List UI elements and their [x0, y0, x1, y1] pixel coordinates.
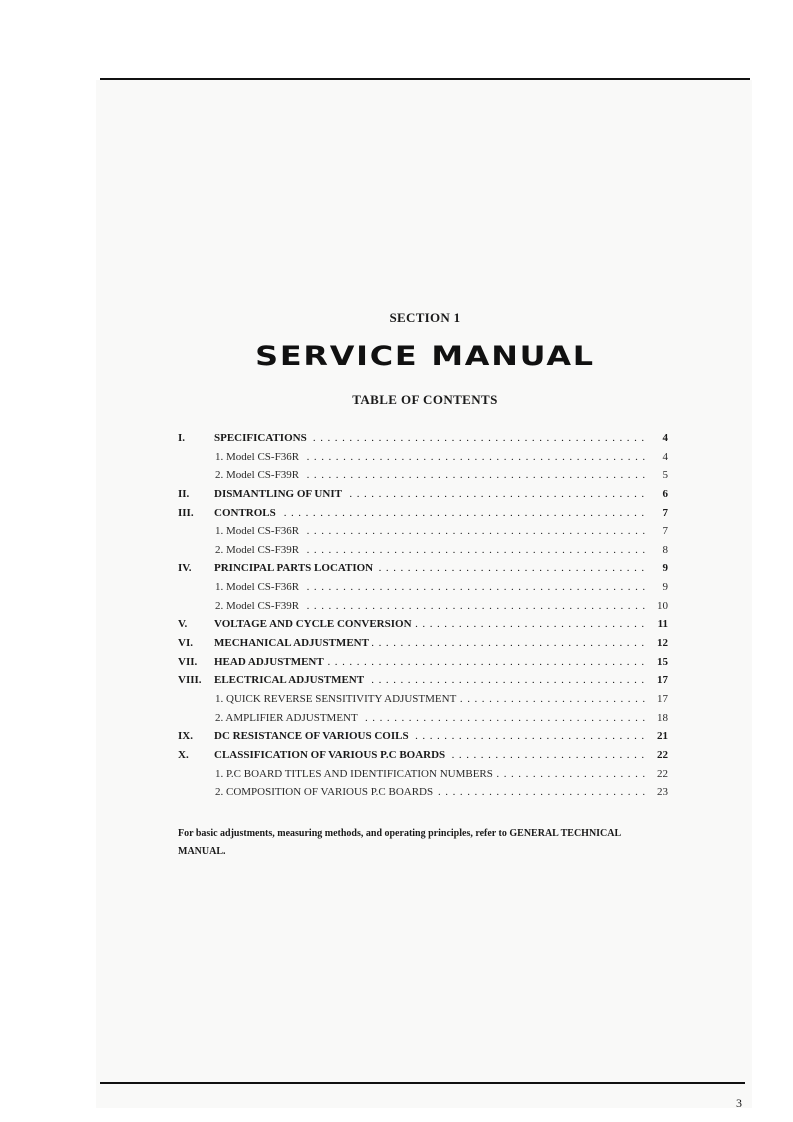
toc-heading: TABLE OF CONTENTS	[352, 392, 498, 407]
toc-page-number: 22	[657, 767, 668, 780]
toc-leader	[214, 634, 646, 653]
toc-entry	[178, 578, 668, 597]
toc-page-number: 18	[657, 711, 668, 724]
toc-leader	[215, 709, 646, 728]
toc-label: 1. Model CS-F36R	[215, 525, 302, 537]
toc-page-number: 23	[657, 786, 668, 799]
toc-page-number: 7	[662, 506, 668, 519]
toc-page-number: 5	[662, 469, 668, 482]
toc-leader	[214, 727, 646, 746]
page-title: SERVICE MANUAL	[255, 341, 595, 372]
toc-page-number: 7	[662, 525, 668, 538]
toc-page-number: 15	[657, 655, 668, 668]
toc-page-number: 11	[657, 618, 668, 631]
footnote: For basic adjustments, measuring methods, and operating principles, refer to GENERAL TECHNICAL MANUAL.	[178, 828, 621, 857]
toc-numeral: VI.	[178, 637, 193, 650]
toc-leader	[215, 597, 646, 616]
toc-entry	[178, 615, 668, 634]
toc-label: HEAD ADJUSTMENT	[214, 656, 327, 668]
toc-label: 2. COMPOSITION OF VARIOUS P.C BOARDS	[215, 786, 436, 798]
toc-entry	[178, 429, 668, 448]
toc-leader	[214, 653, 646, 672]
toc-page-number: 9	[662, 581, 668, 594]
toc-leader	[214, 504, 646, 523]
toc-label: CONTROLS	[214, 507, 279, 519]
toc-page-number: 12	[657, 637, 668, 650]
toc-leader	[214, 559, 646, 578]
toc-leader	[215, 765, 646, 784]
toc-label: 2. Model CS-F39R	[215, 544, 302, 556]
toc-entry	[178, 466, 668, 485]
toc-label: 1. QUICK REVERSE SENSITIVITY ADJUSTMENT	[215, 693, 459, 705]
toc-numeral: VII.	[178, 655, 198, 668]
toc-page-number: 6	[662, 487, 668, 500]
page-number: 3	[736, 1096, 742, 1110]
toc-page-number: 4	[662, 432, 668, 444]
toc-label: ELECTRICAL ADJUSTMENT	[214, 674, 367, 686]
toc-entry	[178, 783, 668, 802]
toc-page-number: 10	[657, 599, 668, 612]
toc-leader	[214, 429, 646, 448]
toc-entry	[178, 504, 668, 523]
toc-entry	[178, 690, 668, 709]
toc-page-number: 4	[662, 450, 668, 463]
toc-leader	[215, 466, 646, 485]
toc-label: MECHANICAL ADJUSTMENT	[214, 637, 372, 649]
toc-entry	[178, 597, 668, 616]
toc-label: 1. Model CS-F36R	[215, 581, 302, 593]
toc-label: 2. AMPLIFIER ADJUSTMENT	[215, 712, 361, 724]
toc-leader	[214, 746, 646, 765]
toc-page-number: 21	[657, 730, 668, 743]
toc-entry	[178, 485, 668, 504]
toc-label: 2. Model CS-F39R	[215, 469, 302, 481]
toc-leader	[214, 485, 646, 504]
toc-label: SPECIFICATIONS	[214, 432, 310, 444]
toc-entry	[178, 671, 668, 690]
table-of-contents	[178, 429, 668, 802]
toc-numeral: V.	[178, 618, 188, 631]
toc-entry	[178, 709, 668, 728]
toc-numeral: IV.	[178, 562, 192, 575]
toc-numeral: X.	[178, 748, 189, 761]
toc-entry	[178, 765, 668, 784]
toc-label: 2. Model CS-F39R	[215, 600, 302, 612]
toc-page-number: 17	[657, 674, 668, 687]
toc-numeral: VIII.	[178, 674, 202, 687]
toc-numeral: II.	[178, 487, 190, 500]
toc-entry	[178, 522, 668, 541]
toc-label: PRINCIPAL PARTS LOCATION	[214, 562, 376, 574]
toc-entry	[178, 653, 668, 672]
toc-label: DC RESISTANCE OF VARIOUS COILS	[214, 730, 412, 742]
toc-numeral: III.	[178, 506, 194, 519]
bottom-rule	[100, 1082, 745, 1084]
toc-label: CLASSIFICATION OF VARIOUS P.C BOARDS	[214, 749, 448, 761]
toc-page-number: 8	[662, 543, 668, 556]
toc-numeral: IX.	[178, 730, 193, 743]
toc-label: 1. Model CS-F36R	[215, 451, 302, 463]
toc-label: VOLTAGE AND CYCLE CONVERSION	[214, 618, 415, 630]
toc-entry	[178, 746, 668, 765]
toc-leader	[215, 522, 646, 541]
toc-label: 1. P.C BOARD TITLES AND IDENTIFICATION NUMBERS	[215, 768, 496, 780]
toc-leader	[214, 615, 646, 634]
top-rule	[100, 78, 750, 80]
toc-entry	[178, 559, 668, 578]
toc-leader	[215, 541, 646, 560]
toc-leader	[215, 448, 646, 467]
toc-page-number: 22	[657, 748, 668, 761]
toc-page-number: 17	[657, 692, 668, 705]
toc-leader	[215, 690, 646, 709]
toc-leader	[215, 578, 646, 597]
toc-entry	[178, 727, 668, 746]
toc-entry	[178, 541, 668, 560]
toc-entry	[178, 448, 668, 467]
toc-numeral: I.	[178, 432, 186, 444]
section-label: SECTION 1	[389, 310, 461, 325]
toc-label: DISMANTLING OF UNIT	[214, 488, 345, 500]
toc-leader	[215, 783, 646, 802]
toc-leader	[214, 671, 646, 690]
toc-entry	[178, 634, 668, 653]
toc-page-number: 9	[662, 562, 668, 575]
